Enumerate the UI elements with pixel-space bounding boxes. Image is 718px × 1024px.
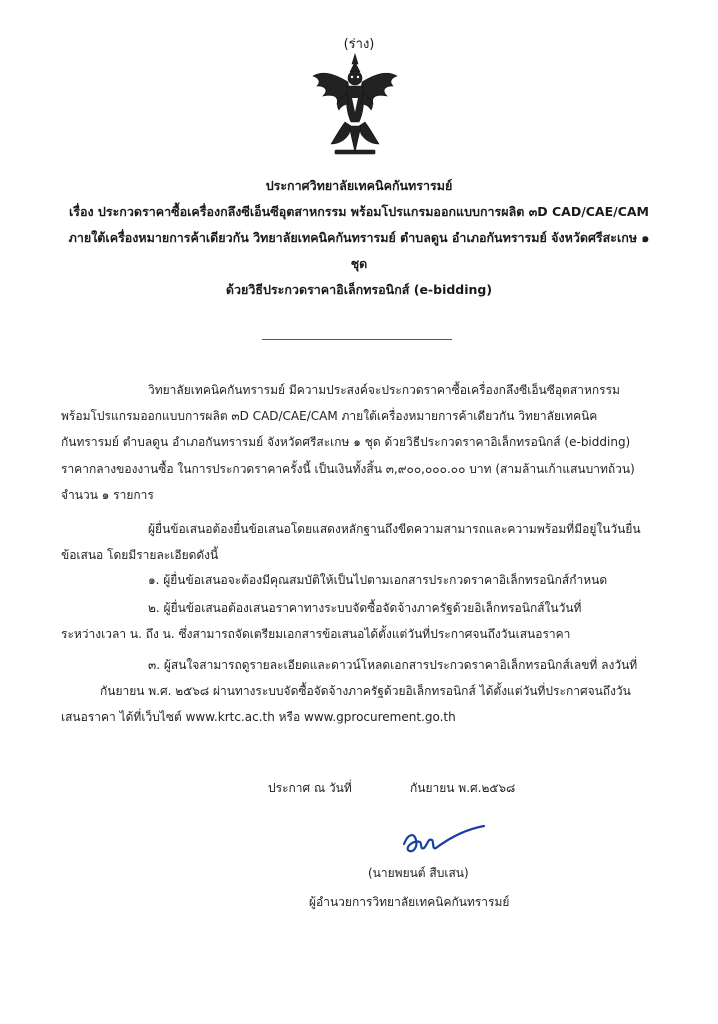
subject-line-3: ชุด — [350, 256, 368, 271]
announce-date-label: ประกาศ ณ วันที่ — [268, 781, 352, 795]
signer-name: (นายพยนต์ สืบเสน) — [368, 866, 469, 880]
paragraph-2-line-2: ข้อเสนอ โดยมีรายละเอียดดังนี้ — [61, 548, 219, 562]
subject-line-2: ภายใต้เครื่องหมายการค้าเดียวกัน วิทยาลัยเทคนิคกันทรารมย์ ตำบลดูน อำเภอกันทรารมย์ จังหวัดศรีสะเกษ ๑ — [68, 230, 650, 245]
paragraph-1-line-5: จำนวน ๑ รายการ — [61, 488, 154, 502]
condition-item-2-line-1: ๒. ผู้ยื่นข้อเสนอต้องเสนอราคาทางระบบจัดซื้อจัดจ้างภาครัฐด้วยอิเล็กทรอนิกส์ในวันที่ — [148, 601, 582, 615]
signer-position: ผู้อำนวยการวิทยาลัยเทคนิคกันทรารมย์ — [309, 895, 510, 909]
condition-item-1: ๑. ผู้ยื่นข้อเสนอจะต้องมีคุณสมบัติให้เป็นไปตามเอกสารประกวดราคาอิเล็กทรอนิกส์กำหนด — [148, 573, 608, 587]
paragraph-1-line-2: พร้อมโปรแกรมออกแบบการผลิต ๓D CAD/CAE/CAM ภายใต้เครื่องหมายการค้าเดียวกัน วิทยาลัยเทคนิค — [61, 409, 598, 423]
condition-item-3-line-2: กันยายน พ.ศ. ๒๕๖๘ ผ่านทางระบบจัดซื้อจัดจ้างภาครัฐด้วยอิเล็กทรอนิกส์ ได้ตั้งแต่วันที่ประกาศจนถึงวัน — [100, 684, 631, 698]
paragraph-1-line-3: กันทรารมย์ ตำบลดูน อำเภอกันทรารมย์ จังหวัดศรีสะเกษ ๑ ชุด ด้วยวิธีประกวดราคาอิเล็กทรอนิกส์ (e-bidding) — [61, 435, 631, 449]
signature-icon — [398, 820, 488, 862]
garuda-emblem-icon — [305, 52, 405, 157]
paragraph-1-line-4: ราคากลางของงานซื้อ ในการประกวดราคาครั้งนี้ เป็นเงินทั้งสิ้น ๓,๙๐๐,๐๐๐.๐๐ บาท (สามล้านเก้าแสนบาทถ้วน) — [61, 462, 635, 476]
announcement-title: ประกาศวิทยาลัยเทคนิคกันทรารมย์ — [265, 178, 453, 193]
condition-item-2-line-2: ระหว่างเวลา น. ถึง น. ซึ่งสามารถจัดเตรียมเอกสารข้อเสนอได้ตั้งแต่วันที่ประกาศจนถึงวันเสนอราคา — [61, 627, 571, 641]
subject-method: ด้วยวิธีประกวดราคาอิเล็กทรอนิกส์ (e-bidding) — [225, 282, 493, 297]
condition-item-3-line-3: เสนอราคา ได้ที่เว็บไซต์ www.krtc.ac.th หรือ www.gprocurement.go.th — [61, 710, 456, 724]
title-divider — [262, 339, 452, 340]
condition-item-3-line-1: ๓. ผู้สนใจสามารถดูรายละเอียดและดาวน์โหลดเอกสารประกวดราคาอิเล็กทรอนิกส์เลขที่ ลงวันที่ — [148, 658, 638, 672]
announce-date-value: กันยายน พ.ศ.๒๕๖๘ — [410, 781, 516, 795]
draft-label: (ร่าง) — [343, 37, 375, 52]
paragraph-1-line-1: วิทยาลัยเทคนิคกันทรารมย์ มีความประสงค์จะประกวดราคาซื้อเครื่องกลึงซีเอ็นซีอุตสาหกรรม — [148, 383, 620, 397]
subject-line-1: เรื่อง ประกวดราคาซื้อเครื่องกลึงซีเอ็นซีอุตสาหกรรม พร้อมโปรแกรมออกแบบการผลิต ๓D CAD/CAE/CAM — [68, 204, 649, 219]
paragraph-2-line-1: ผู้ยื่นข้อเสนอต้องยื่นข้อเสนอโดยแสดงหลักฐานถึงขีดความสามารถและความพร้อมที่มีอยู่ในวันยื่น — [148, 522, 641, 536]
